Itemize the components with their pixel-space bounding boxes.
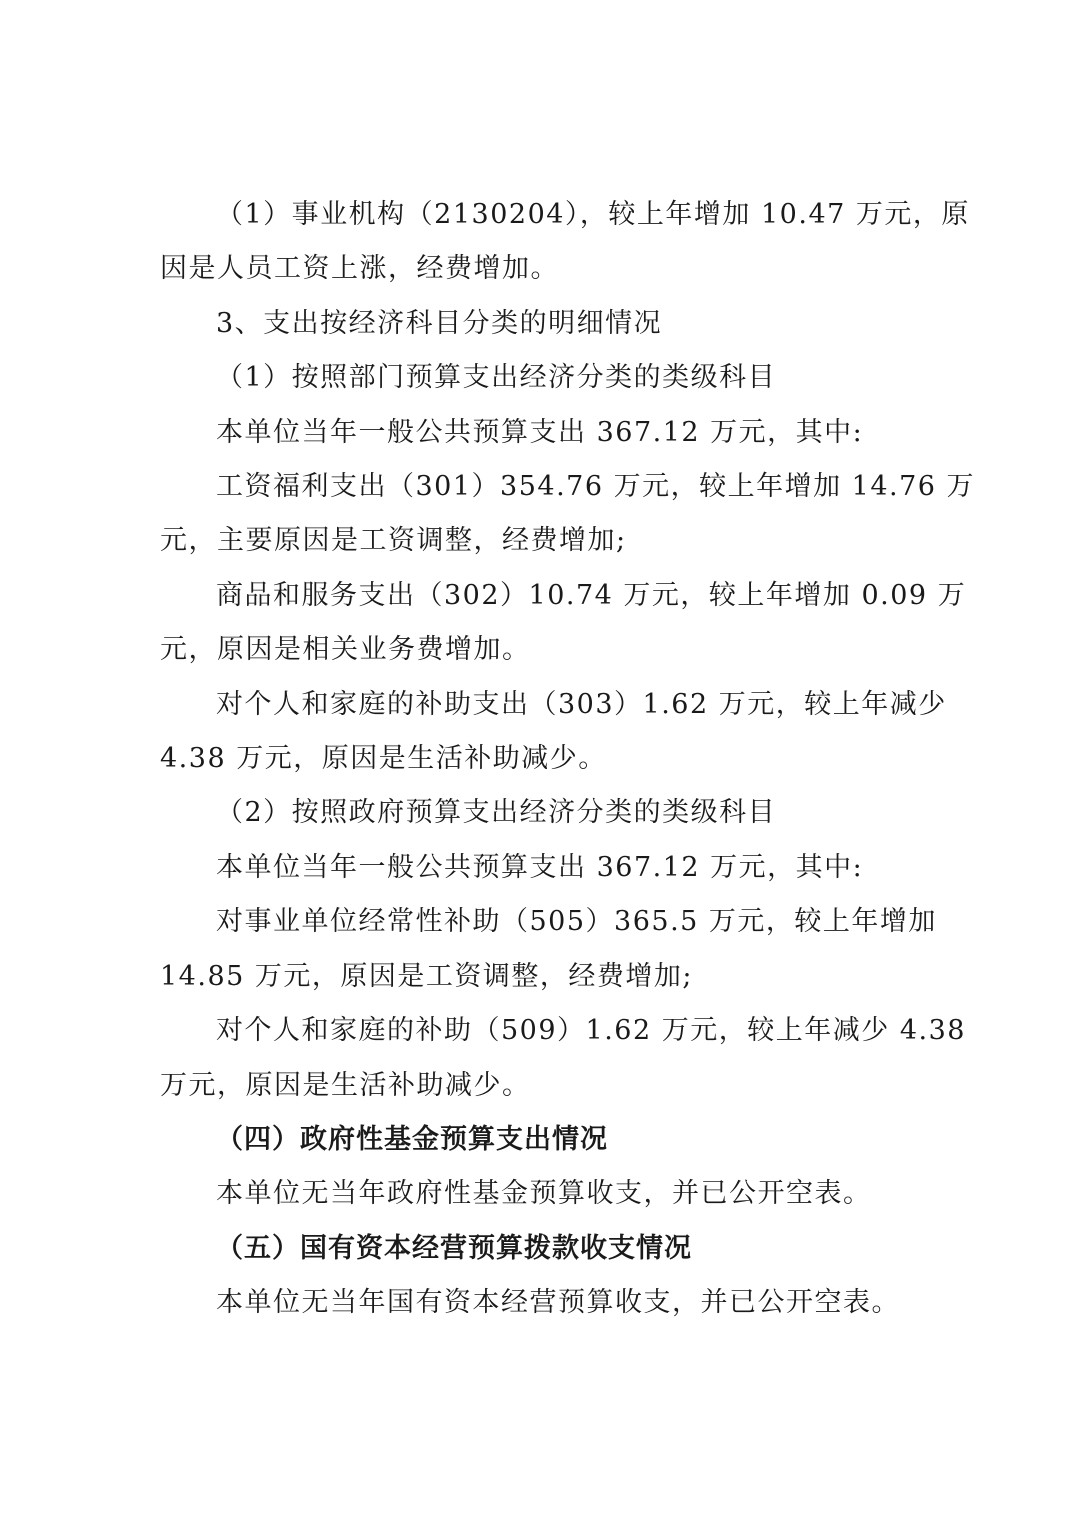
text-line: （2）按照政府预算支出经济分类的类级科目 <box>216 797 777 829</box>
text-line: 本单位无当年政府性基金预算收支，并已公开空表。 <box>216 1178 872 1210</box>
paragraph-regular-subsidy-505 <box>160 895 937 1004</box>
paragraph-government-fund-none <box>160 1167 928 1221</box>
paragraph-total-expenditure-government <box>160 841 928 895</box>
paragraph-household-subsidy-509 <box>160 1004 966 1113</box>
subsection-title-department-budget <box>160 351 928 405</box>
paragraph-public-institution <box>160 188 970 297</box>
text-line: 本单位当年一般公共预算支出 367.12 万元，其中: <box>216 851 864 883</box>
paragraph-state-capital-none <box>160 1276 928 1330</box>
subsection-title-government-budget <box>160 786 928 840</box>
text-line: 商品和服务支出（302）10.74 万元，较上年增加 0.09 万 <box>216 579 967 611</box>
text-line: （四）政府性基金预算支出情况 <box>216 1123 608 1155</box>
text-line: （1）按照部门预算支出经济分类的类级科目 <box>216 362 777 394</box>
text-line: 元，主要原因是工资调整，经费增加; <box>160 525 627 557</box>
text-line: 14.85 万元，原因是工资调整，经费增加; <box>160 960 693 992</box>
heading-government-fund-budget <box>160 1113 928 1167</box>
text-line: （1）事业机构（2130204），较上年增加 10.47 万元，原 <box>216 199 970 230</box>
section-title-economic-classification <box>160 297 928 351</box>
paragraph-total-expenditure <box>160 406 928 460</box>
text-line: 元，原因是相关业务费增加。 <box>160 634 531 666</box>
paragraph-wages-welfare <box>160 460 976 569</box>
paragraph-household-subsidy-303 <box>160 678 947 787</box>
paragraph-goods-services <box>160 569 967 678</box>
text-line: 3、支出按经济科目分类的明细情况 <box>216 307 663 339</box>
document-body <box>160 188 976 1331</box>
text-line: （五）国有资本经营预算拨款收支情况 <box>216 1232 692 1264</box>
text-line: 本单位无当年国有资本经营预算收支，并已公开空表。 <box>216 1287 900 1319</box>
text-line: 本单位当年一般公共预算支出 367.12 万元，其中: <box>216 416 864 448</box>
text-line: 工资福利支出（301）354.76 万元，较上年增加 14.76 万 <box>216 471 976 503</box>
text-line: 万元，原因是生活补助减少。 <box>160 1069 531 1101</box>
heading-state-capital-budget <box>160 1222 928 1276</box>
text-line: 对个人和家庭的补助支出（303）1.62 万元，较上年减少 <box>216 688 947 720</box>
text-line: 因是人员工资上涨，经费增加。 <box>160 253 559 285</box>
text-line: 对事业单位经常性补助（505）365.5 万元，较上年增加 <box>216 906 937 938</box>
text-line: 4.38 万元，原因是生活补助减少。 <box>160 743 607 775</box>
text-line: 对个人和家庭的补助（509）1.62 万元，较上年减少 4.38 <box>216 1015 966 1047</box>
